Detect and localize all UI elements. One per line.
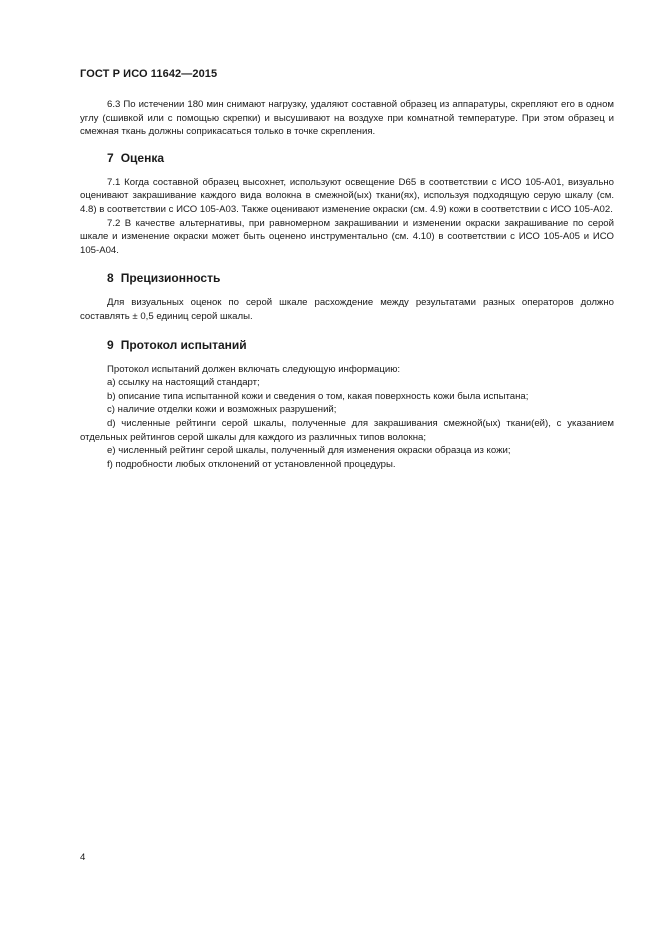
paragraph-7-2: 7.2 В качестве альтернативы, при равномерном закрашивании и изменении окраски закрашивание по серой шкале и изменение окраски может быть оценено инструментально (см. 4.10) в соответствии с ИСО 105-A05 и ИСО 105-A04. [80,217,614,256]
list-item: e) численный рейтинг серой шкалы, полученный для изменения окраски образца из кожи; [107,445,511,457]
section-9-title: Протокол испытаний [120,337,247,352]
section-7-number: 7 [107,150,114,165]
list-item: b) описание типа испытанной кожи и сведения о том, какая поверхность кожи была испытана; [107,390,529,402]
section-8-number: 8 [107,271,114,286]
paragraph-6-3: 6.3 По истечении 180 мин снимают нагрузку, удаляют составной образец из аппаратуры, скрепляют его в одном углу (сшивкой или с помощью скрепки) и высушивают на воздухе при комнатной температуре. При этом образец и смежная ткань должны соприкасаться только в точке скрепления. [80,99,614,138]
section-9-heading [107,338,614,353]
section-9-number: 9 [107,337,114,352]
protocol-list [80,376,614,471]
list-item: a) ссылку на настоящий стандарт; [107,377,260,389]
paragraph-8: Для визуальных оценок по серой шкале расхождение между результатами разных операторов должно составлять ± 0,5 единиц серой шкалы. [80,297,614,322]
document-header: ГОСТ Р ИСО 11642—2015 [80,68,218,80]
page-number: 4 [80,852,86,863]
paragraph-7-1: 7.1 Когда составной образец высохнет, используют освещение D65 в соответствии с ИСО 105-A01, визуально оценивают закрашивание каждого вида волокна в смежной(ых) ткани(ях), используя подходящую серую шкалу (см. 4.8) в соответствии с ИСО 105-A03. Также оценивают изменение окраски (см. 4.9) кожи в соответствии с ИСО 105-A02. [80,176,614,215]
list-item: d) численные рейтинги серой шкалы, полученные для закрашивания смежной(ых) ткани(ей), с указанием отдельных рейтингов серой шкалы для каждого из различных типов волокна; [80,417,614,443]
document-body [80,98,614,471]
section-8-heading [107,271,614,286]
section-8-title: Прецизионность [120,271,221,286]
paragraph-9-intro: Протокол испытаний должен включать следующую информацию: [107,363,401,375]
section-7-title: Оценка [120,150,164,165]
list-item: c) наличие отделки кожи и возможных разрушений; [107,404,337,416]
section-7-heading [107,151,614,166]
list-item: f) подробности любых отклонений от установленной процедуры. [107,458,396,470]
